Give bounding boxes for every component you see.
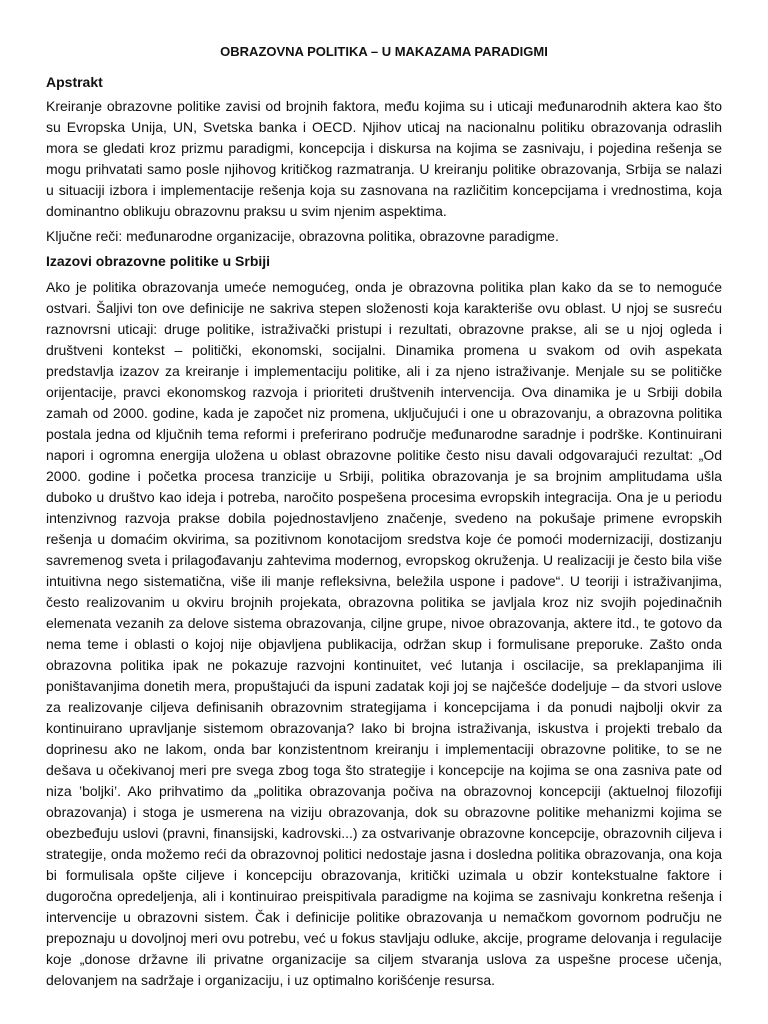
section-paragraph: Ako je politika obrazovanja umeće nemogućeg, onda je obrazovna politika plan kako da se to nemoguće ostvari. Šaljivi ton ove definicije ne sakriva stepen složenosti koja karakteriše ovu oblast. U njoj se susreću raznovrsni uticaji: druge politike, istraživački pristupi i rezultati, obrazovne prakse, ali se u njoj ogleda i društveni kontekst – politički, ekonomski, socijalni. Dinamika promena u svakom od ovih aspekata predstavlja izazov za kreiranje i implementaciju politike, ali i za njeno istraživanje. Menjale su se političke orijentacije, pravci ekonomskog razvoja i prioriteti društvenih intervencija. Ova dinamika je u Srbiji dobila zamah od 2000. godine, kada je započet niz promena, uključujući i one u obrazovanju, a obrazovna politika postala jedna od ključnih tema reformi i preferirano područje međunarodne saradnje i podrške. Kontinuirani napori i ogromna energija uložena u oblast obrazovne politike često nisu davali odgovarajući rezultat: „Od 2000. godine i početka procesa tranzicije u Srbiji, politika obrazovanja je sa brojnim amplitudama ušla duboko u društvo kao ideja i potreba, naročito pospešena procesima evropskih integracija. Ona je u periodu intenzivnog razvoja prakse dobila pojednostavljeno značenje, svedeno na pokušaje primene evropskih rešenja u domaćim okvirima, sa pozitivnom konotacijom sredstva koje će pomoći modernizaciji, dostizanju savremenog sveta i prilagođavanju zahtevima modernog, evropskog okruženja. U realizaciji je često bila više intuitivna nego sistematična, više ili manje refleksivna, beležila uspone i padove“. U teoriji i istraživanjima, često realizovanim u okviru brojnih projekata, obrazovna politika se javljala kroz niz svojih pojedinačnih elemenata vezanih za delove sistema obrazovanja, ciljne grupe, nivoe obrazovanja, aktere itd., te gotovo da nema teme i oblasti o kojoj nije objavljena publikacija, održan skup i formulisane preporuke. Zašto onda obrazovna politika ipak ne pokazuje razvojni kontinuitet, već lutanja i oscilacije, sa preklapanjima ili poništavanjima donetih mera, propuštajući da ispuni zadatak koji joj se najčešće dodeljuje – da stvori uslove za realizovanje ciljeva definisanih obrazovnim strategijama i koncepcijama i da ponudi najbolji okvir za kontinuirano upravljanje sistemom obrazovanja? Iako bi brojna istraživanja, iskustva i projekti trebalo da doprinesu ako ne lakom, onda bar konzistentnom kreiranju i implementaciji obrazovne politike, to se ne dešava u očekivanoj meri pre svega zbog toga što strategije i koncepcije na kojima se ona zasniva pate od niza ’boljki’. Ako prihvatimo da „politika obrazovanja počiva na obrazovnoj koncepciji (aktuelnoj filozofiji obrazovanja) i stoga je usmerena na viziju obrazovanja, dok su obrazovne politike mehanizmi kojima se obezbeđuju uslovi (pravni, finansijski, kadrovski...) za ostvarivanje obrazovne koncepcije, obrazovnih ciljeva i strategije, onda možemo reći da obrazovnoj politici nedostaje jasna i dosledna politika obrazovanja, ona koja bi formulisala opšte ciljeve i koncepciju obrazovanja, kritički uzimala u obzir kontekstualne faktore i dugoročna opredeljenja, ali i kontinuirao preispitivala paradigme na kojima se zasnivaju konkretna rešenja i intervencije u obrazovni sistem. Čak i definicije politike obrazovanja u nemačkom govornom području ne prepoznaju u dovoljnoj meri ovu potrebu, već u fokus stavljaju odluke, akcije, programe delovanja i regulacije koje „donose državne ili privatne organizacije sa ciljem stvaranja uslova za uspešne procese učenja, delovanjem na sadržaje i organizaciju, i uz optimalno korišćenje resursa. [46,279,722,988]
abstract-heading: Apstrakt [46,74,103,90]
abstract-paragraph: Kreiranje obrazovne politike zavisi od brojnih faktora, među kojima su i uticaji međunarodnih aktera kao što su Evropska Unija, UN, Svetska banka i OECD. Njihov uticaj na nacionalnu politiku obrazovanja odraslih mora se gledati kroz prizmu paradigmi, koncepcija i diskursa na kojima se zasnivaju, i pojedina rešenja se mogu prihvatati samo posle njihovog kritičkog razmatranja. U kreiranju politike obrazovanja, Srbija se nalazi u situaciji izbora i implementacije rešenja koja su zasnovana na različitim koncepcijama i vrednostima, koja dominantno oblikuju obrazovnu praksu u svim njenim aspektima. [46,98,722,219]
keywords-paragraph: Ključne reči: međunarodne organizacije, obrazovna politika, obrazovne paradigme. [46,228,559,244]
document-title: OBRAZOVNA POLITIKA – U MAKAZAMA PARADIGMI [220,44,548,59]
section-heading: Izazovi obrazovne politike u Srbiji [46,253,271,269]
